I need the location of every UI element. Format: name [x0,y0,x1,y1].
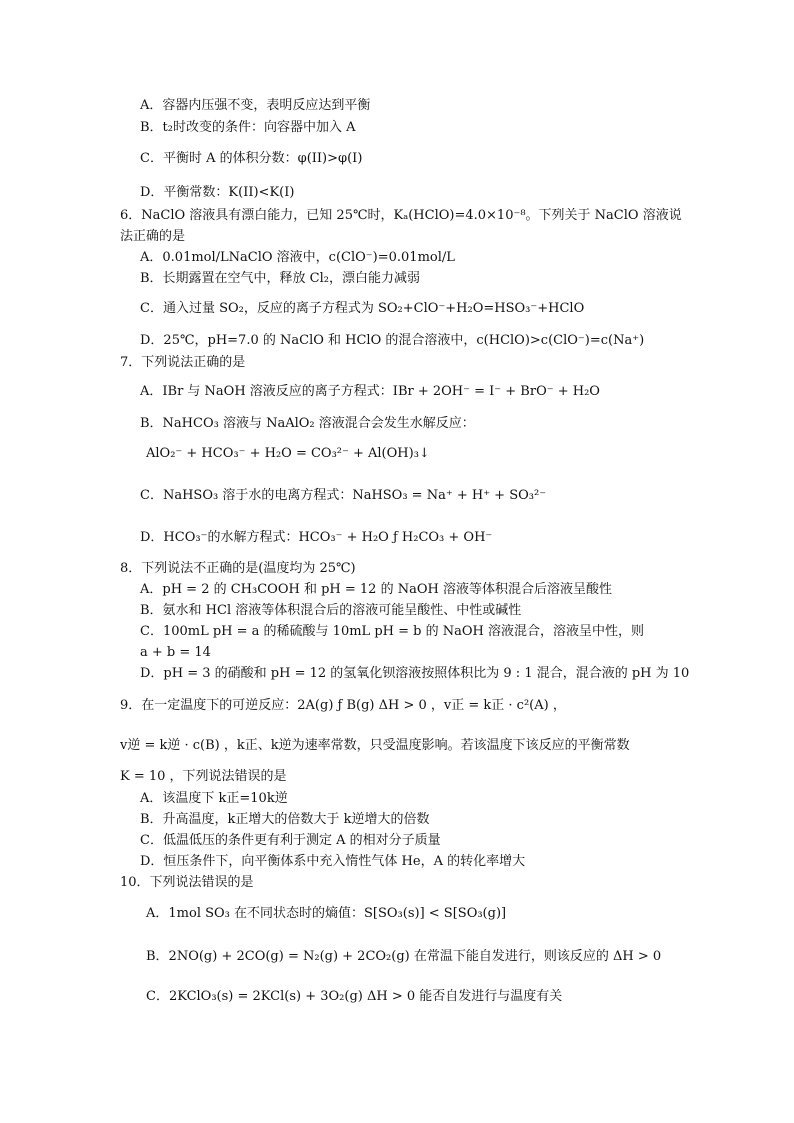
q7-stem: 7．下列说法正确的是 [120,355,246,370]
q7-option-b-equation: AlO₂⁻ + HCO₃⁻ + H₂O = CO₃²⁻ + Al(OH)₃↓ [146,446,430,461]
q7-option-c: C．NaHSO₃ 溶于水的电离方程式：NaHSO₃ = Na⁺ + H⁺ + SO₃²⁻ [140,488,547,503]
q9-option-c: C．低温低压的条件更有利于测定 A 的相对分子质量 [140,833,441,848]
q5-option-b: B．t₂时改变的条件：向容器中加入 A [140,120,356,135]
q6-stem-line-2: 法正确的是 [120,229,186,244]
q8-option-a: A．pH = 2 的 CH₃COOH 和 pH = 12 的 NaOH 溶液等体积混合后溶液呈酸性 [140,582,612,597]
q6-option-c: C．通入过量 SO₂，反应的离子方程式为 SO₂+ClO⁻+H₂O=HSO₃⁻+HClO [140,301,585,316]
q10-option-c: C．2KClO₃(s) = 2KCl(s) + 3O₂(g) ΔH > 0 能否自发进行与温度有关 [146,989,563,1004]
q5-option-c: C．平衡时 A 的体积分数：φ(II)>φ(I) [140,151,363,166]
q7-option-a: A．IBr 与 NaOH 溶液反应的离子方程式：IBr + 2OH⁻ = I⁻ + BrO⁻ + H₂O [140,384,600,399]
q10-option-a: A．1mol SO₃ 在不同状态时的熵值：S[SO₃(s)] < S[SO₃(g)] [146,906,507,921]
q8-option-d: D．pH = 3 的硝酸和 pH = 12 的氢氧化钡溶液按照体积比为 9 : 1 混合，混合液的 pH 为 10 [140,666,690,681]
q10-stem: 10．下列说法错误的是 [120,875,254,890]
q9-option-b: B．升高温度，k正增大的倍数大于 k逆增大的倍数 [140,812,430,827]
q5-option-a: A．容器内压强不变，表明反应达到平衡 [140,98,371,113]
q7-option-b: B．NaHCO₃ 溶液与 NaAlO₂ 溶液混合会发生水解反应： [140,416,475,431]
q7-option-d: D．HCO₃⁻的水解方程式：HCO₃⁻ + H₂O ƒ H₂CO₃ + OH⁻ [140,530,493,545]
q8-option-b: B．氨水和 HCl 溶液等体积混合后的溶液可能呈酸性、中性或碱性 [140,603,522,618]
q9-stem-line-1: 9．在一定温度下的可逆反应：2A(g) ƒ B(g) ΔH > 0 ，v正 = k正 · c²(A) ， [120,698,566,713]
q9-stem-line-2: v逆 = k逆 · c(B) ，k正、k逆为速率常数，只受温度影响。若该温度下该反应的平衡常数 [120,738,630,753]
q5-option-d: D．平衡常数：K(II)<K(I) [140,185,295,200]
q6-option-d: D．25℃，pH=7.0 的 NaClO 和 HClO 的混合溶液中，c(HClO)>c(ClO⁻)=c(Na⁺) [140,333,645,348]
q9-stem-line-3: K = 10 ，下列说法错误的是 [120,769,287,784]
q8-stem: 8．下列说法不正确的是(温度均为 25℃) [120,561,356,576]
q6-option-a: A．0.01mol/LNaClO 溶液中，c(ClO⁻)=0.01mol/L [140,250,455,265]
q10-option-b: B．2NO(g) + 2CO(g) = N₂(g) + 2CO₂(g) 在常温下能自发进行，则该反应的 ΔH > 0 [146,949,662,964]
q6-option-b: B．长期露置在空气中，释放 Cl₂，漂白能力减弱 [140,271,421,286]
q8-option-c: C．100mL pH = a 的稀硫酸与 10mL pH = b 的 NaOH 溶液混合，溶液呈中性，则 [140,624,644,639]
q8-option-c-continued: a + b = 14 [140,645,211,660]
q9-option-a: A．该温度下 k正=10k逆 [140,791,288,806]
q6-stem-line-1: 6．NaClO 溶液具有漂白能力，已知 25℃时，Kₐ(HClO)=4.0×10⁻⁸。下列关于 NaClO 溶液说 [120,208,682,223]
q9-option-d: D．恒压条件下，向平衡体系中充入惰性气体 He，A 的转化率增大 [140,854,526,869]
